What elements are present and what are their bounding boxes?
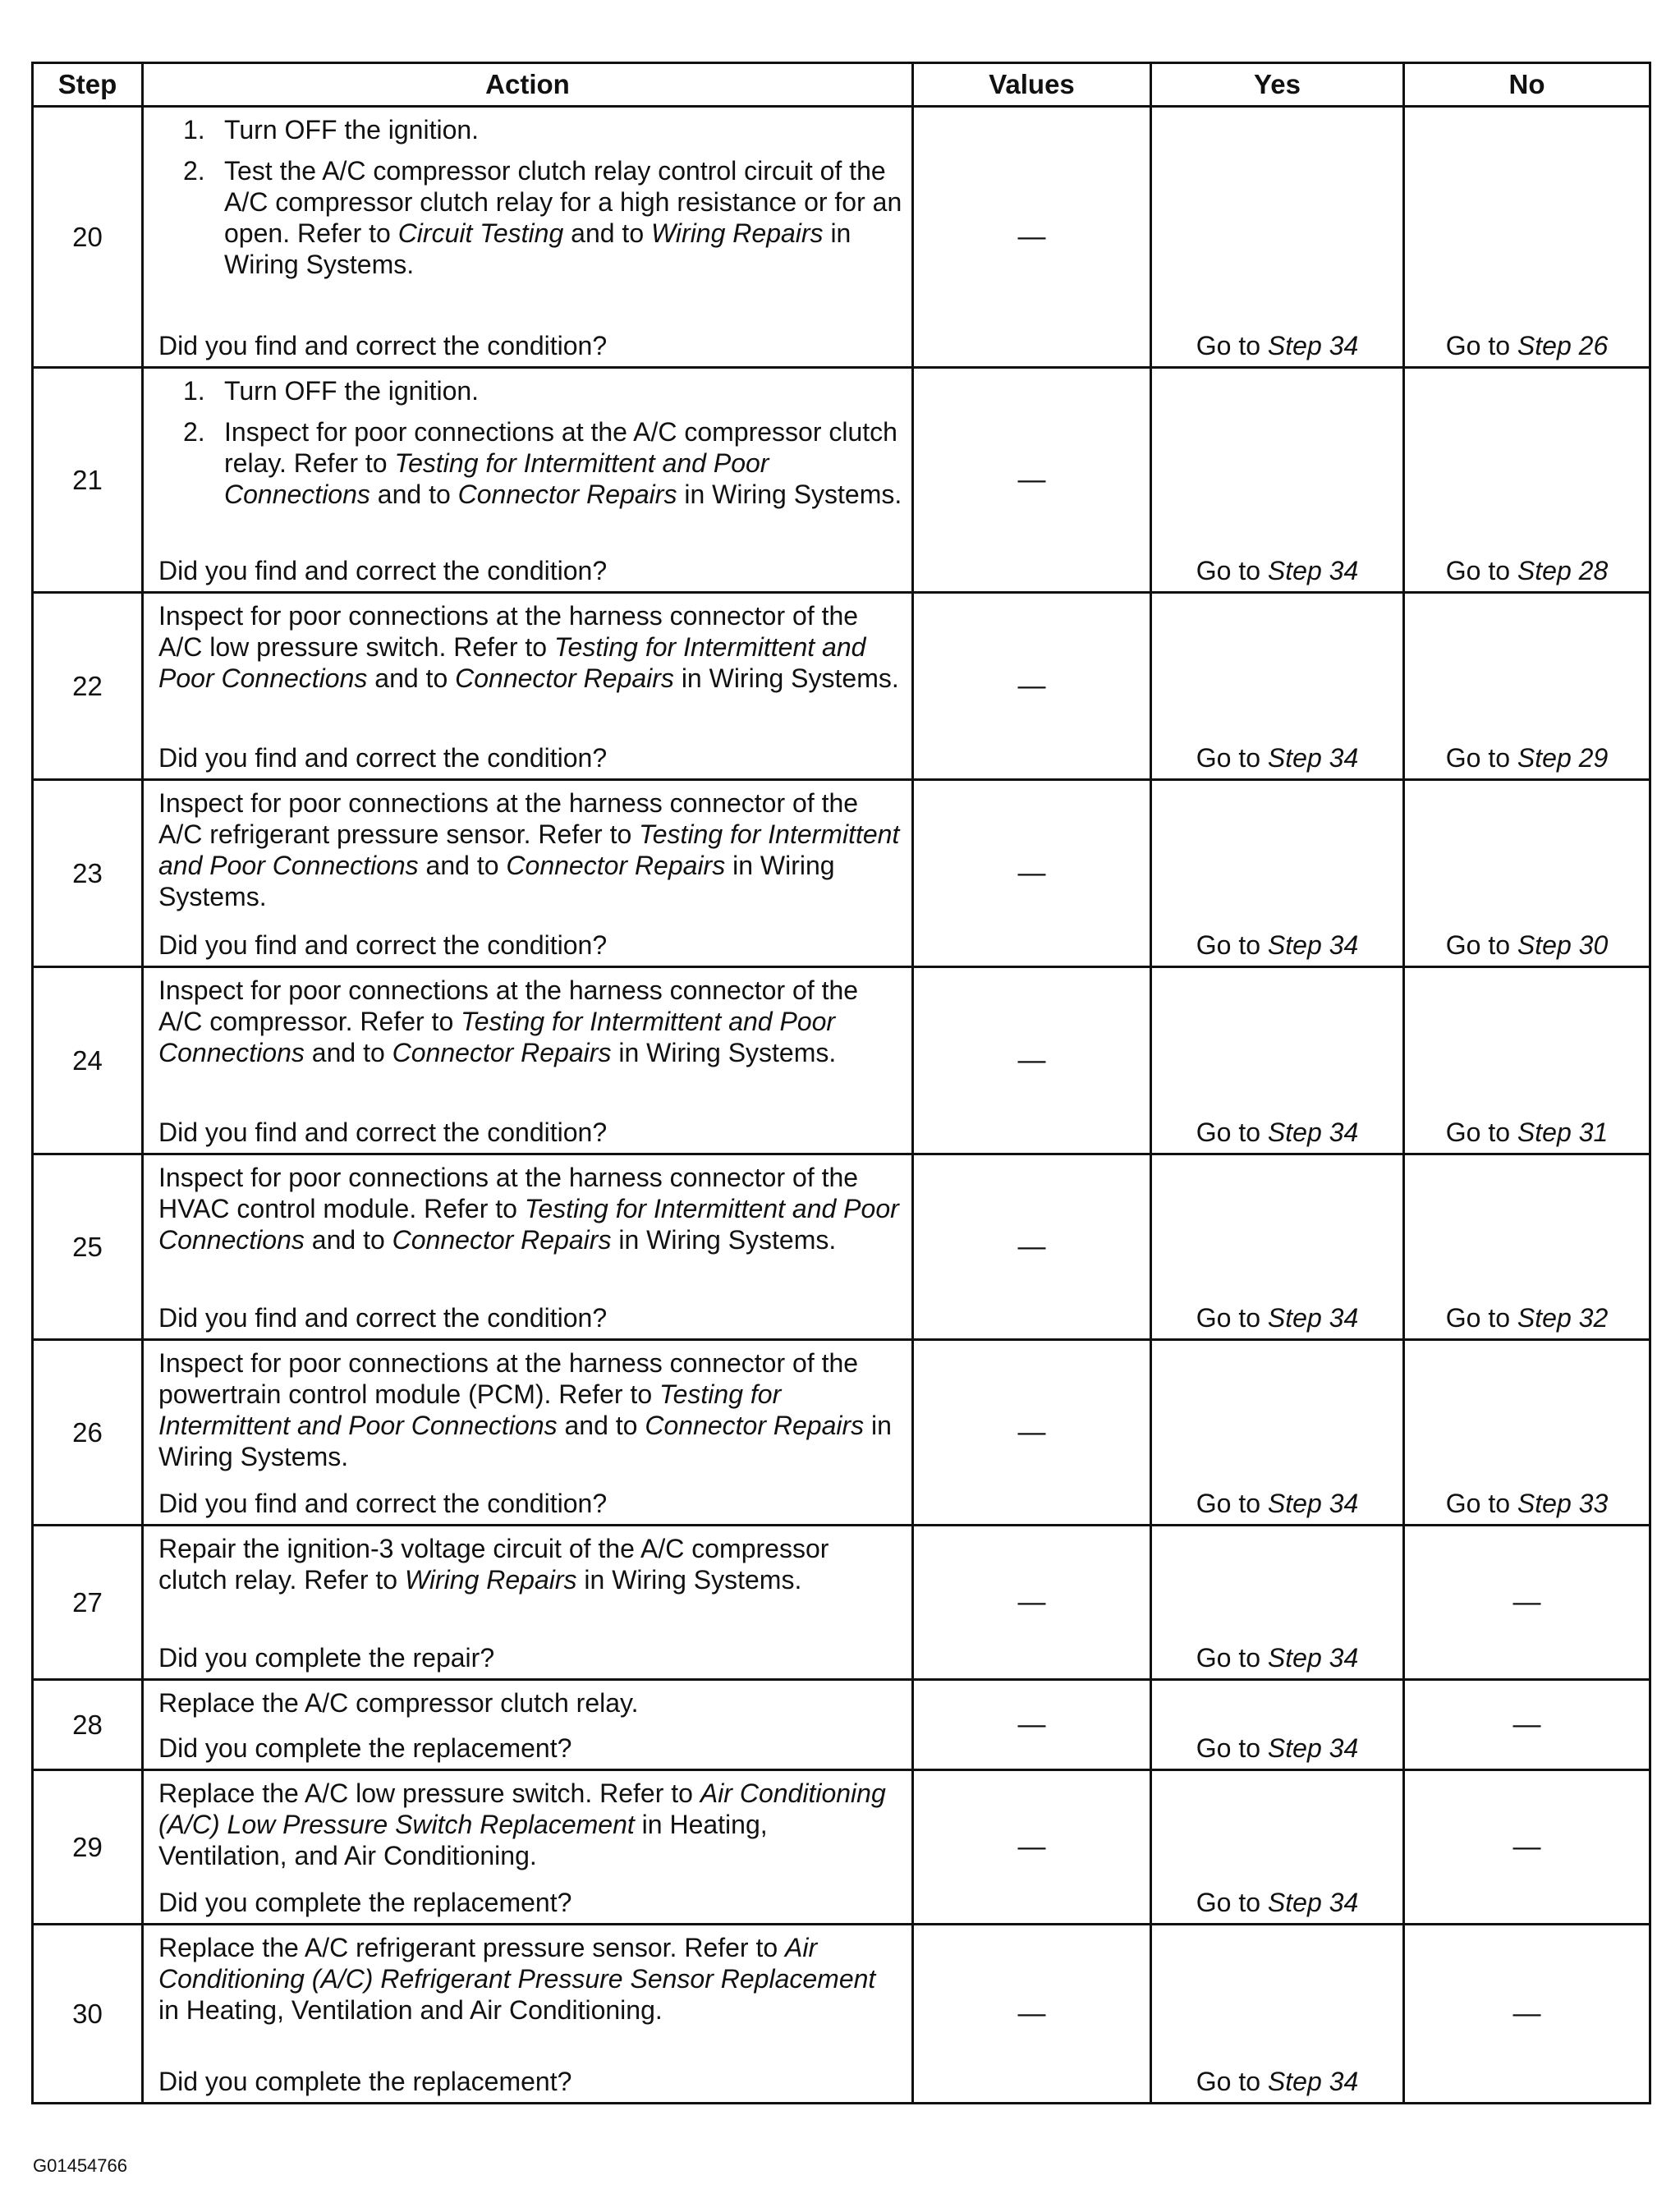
values-cell: — <box>913 1925 1151 2104</box>
action-cell <box>143 1526 913 1680</box>
table-row <box>33 368 1650 593</box>
no-cell: — <box>1404 1770 1650 1925</box>
table-row <box>33 1680 1650 1770</box>
action-text: Replace the A/C low pressure switch. Refer to Air Conditioning (A/C) Low Pressure Switch Replacement in Heating, Ventilation, and Air Conditioning. <box>158 1778 886 1870</box>
action-question: Did you find and correct the condition? <box>158 1117 608 1147</box>
action-question: Did you complete the repair? <box>158 1643 495 1673</box>
table-row <box>33 1154 1650 1340</box>
values-cell: — <box>913 1526 1151 1680</box>
no-cell: — <box>1404 1925 1650 2104</box>
action-text: Inspect for poor connections at the harness connector of the A/C compressor. Refer to Testing for Intermittent and Poor Connections and to Connector Repairs in Wiring Systems. <box>158 975 859 1067</box>
step-number: 29 <box>33 1770 143 1925</box>
table-row <box>33 1340 1650 1526</box>
step-number: 22 <box>33 593 143 780</box>
table-row <box>33 593 1650 780</box>
yes-cell: Go to Step 34 <box>1151 1154 1404 1340</box>
values-cell: — <box>913 107 1151 368</box>
no-cell: Go to Step 28 <box>1404 368 1650 593</box>
action-question: Did you find and correct the condition? <box>158 743 608 773</box>
action-cell <box>143 107 913 368</box>
action-question: Did you find and correct the condition? <box>158 1489 608 1518</box>
action-cell <box>143 780 913 967</box>
yes-cell: Go to Step 34 <box>1151 1925 1404 2104</box>
figure-id: G01454766 <box>33 2155 127 2176</box>
step-number: 20 <box>33 107 143 368</box>
action-question: Did you find and correct the condition? <box>158 556 608 585</box>
action-cell <box>143 1770 913 1925</box>
values-cell: — <box>913 1340 1151 1526</box>
values-cell: — <box>913 1680 1151 1770</box>
yes-cell: Go to Step 34 <box>1151 1770 1404 1925</box>
yes-cell: Go to Step 34 <box>1151 593 1404 780</box>
action-question: Did you find and correct the condition? <box>158 1303 608 1333</box>
yes-cell: Go to Step 34 <box>1151 1340 1404 1526</box>
step-number: 27 <box>33 1526 143 1680</box>
yes-cell: Go to Step 34 <box>1151 1680 1404 1770</box>
header-values: Values <box>913 63 1151 107</box>
step-number: 30 <box>33 1925 143 2104</box>
step-number: 21 <box>33 368 143 593</box>
action-text: Replace the A/C compressor clutch relay. <box>158 1688 639 1718</box>
values-cell: — <box>913 368 1151 593</box>
table-row <box>33 107 1650 368</box>
action-cell <box>143 1680 913 1770</box>
step-number: 25 <box>33 1154 143 1340</box>
action-cell <box>143 1925 913 2104</box>
action-text: Inspect for poor connections at the harness connector of the HVAC control module. Refer to Testing for Intermittent and Poor Connections and to Connector Repairs in Wiring Systems. <box>158 1163 899 1255</box>
action-cell <box>143 1154 913 1340</box>
action-text: Inspect for poor connections at the harness connector of the A/C low pressure switch. Refer to Testing for Intermittent and Poor Connections and to Connector Repairs in Wiring Systems. <box>158 601 899 693</box>
no-cell: Go to Step 32 <box>1404 1154 1650 1340</box>
yes-cell: Go to Step 34 <box>1151 967 1404 1154</box>
table-row <box>33 1770 1650 1925</box>
action-cell <box>143 368 913 593</box>
action-text: Repair the ignition-3 voltage circuit of the A/C compressor clutch relay. Refer to Wiring Repairs in Wiring Systems. <box>158 1534 829 1595</box>
no-cell: Go to Step 29 <box>1404 593 1650 780</box>
action-question: Did you find and correct the condition? <box>158 930 608 960</box>
table-row <box>33 1925 1650 2104</box>
table-row <box>33 780 1650 967</box>
no-cell: Go to Step 26 <box>1404 107 1650 368</box>
action-text: Replace the A/C refrigerant pressure sensor. Refer to Air Conditioning (A/C) Refrigerant Pressure Sensor Replacement in Heating, Ventilation and Air Conditioning. <box>158 1933 876 2025</box>
header-yes: Yes <box>1151 63 1404 107</box>
no-cell: Go to Step 31 <box>1404 967 1650 1154</box>
step-number: 24 <box>33 967 143 1154</box>
yes-cell: Go to Step 34 <box>1151 780 1404 967</box>
action-cell <box>143 967 913 1154</box>
diagnostic-table <box>31 62 1651 2104</box>
action-text: 1. Turn OFF the ignition. 2. Test the A/C compressor clutch relay control circuit of the A/C compressor clutch relay for a high resistance or for an open. Refer to Circuit Testing and to Wiring Repairs in Wiring Systems. <box>183 115 902 279</box>
table-body <box>33 107 1650 2104</box>
action-cell <box>143 593 913 780</box>
no-cell: — <box>1404 1526 1650 1680</box>
values-cell: — <box>913 1770 1151 1925</box>
no-cell: Go to Step 30 <box>1404 780 1650 967</box>
no-cell: Go to Step 33 <box>1404 1340 1650 1526</box>
action-text: Inspect for poor connections at the harness connector of the A/C refrigerant pressure sensor. Refer to Testing for Intermittent and Poor Connections and to Connector Repairs in Wiring Systems. <box>158 788 900 911</box>
header-action: Action <box>143 63 913 107</box>
action-question: Did you complete the replacement? <box>158 1733 572 1763</box>
table-row <box>33 1526 1650 1680</box>
yes-cell: Go to Step 34 <box>1151 1526 1404 1680</box>
action-text: Inspect for poor connections at the harness connector of the powertrain control module (PCM). Refer to Testing for Intermittent and Poor Connections and to Connector Repairs in Wiring Systems. <box>158 1348 892 1471</box>
values-cell: — <box>913 1154 1151 1340</box>
step-number: 26 <box>33 1340 143 1526</box>
values-cell: — <box>913 967 1151 1154</box>
yes-cell: Go to Step 34 <box>1151 368 1404 593</box>
step-number: 28 <box>33 1680 143 1770</box>
header-no: No <box>1404 63 1650 107</box>
table-row <box>33 967 1650 1154</box>
values-cell: — <box>913 593 1151 780</box>
action-text: 1. Turn OFF the ignition. 2. Inspect for poor connections at the A/C compressor clutch relay. Refer to Testing for Intermittent and Poor Connections and to Connector Repairs in Wiring Systems. <box>183 376 902 509</box>
values-cell: — <box>913 780 1151 967</box>
action-question: Did you complete the replacement? <box>158 1888 572 1917</box>
yes-cell: Go to Step 34 <box>1151 107 1404 368</box>
action-question: Did you find and correct the condition? <box>158 331 608 360</box>
no-cell: — <box>1404 1680 1650 1770</box>
step-number: 23 <box>33 780 143 967</box>
action-question: Did you complete the replacement? <box>158 2067 572 2096</box>
table-header-row <box>33 63 1650 107</box>
header-step: Step <box>33 63 143 107</box>
action-cell <box>143 1340 913 1526</box>
